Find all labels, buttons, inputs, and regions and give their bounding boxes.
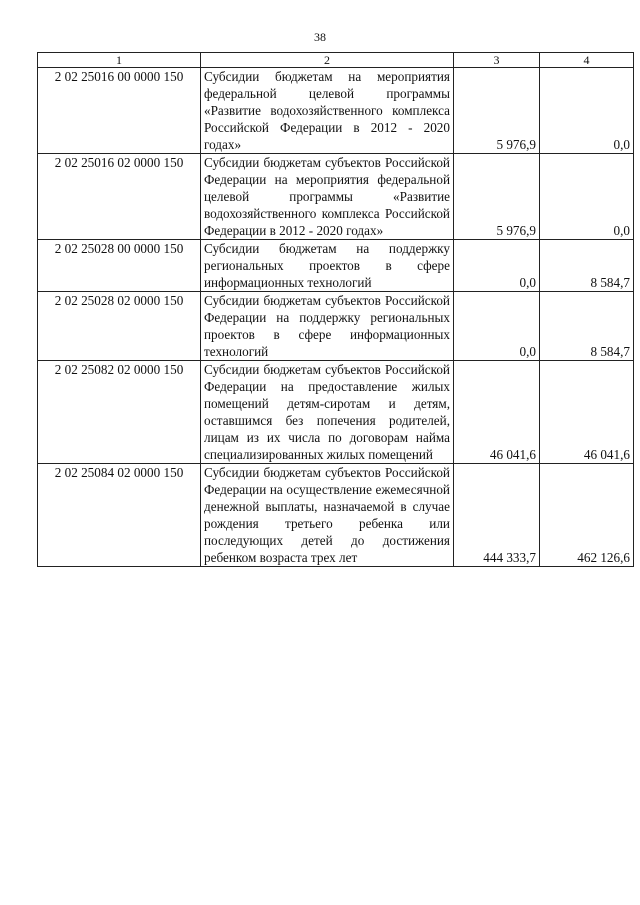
row-value-3: 46 041,6 bbox=[454, 361, 540, 464]
row-description-text: Субсидии бюджетам на мероприятия федеральной целевой программы «Развитие водохозяйственного комплекса Российской Федерации в 2012 - 2020 годах» bbox=[204, 69, 450, 152]
row-value-3: 5 976,9 bbox=[454, 68, 540, 154]
row-code: 2 02 25016 02 0000 150 bbox=[38, 154, 201, 240]
header-col-2: 2 bbox=[201, 53, 454, 68]
row-description-text: Субсидии бюджетам субъектов Российской Федерации на осуществление ежемесячной денежной выплаты, назначаемой в случае рождения третьего ребенка или последующих детей до достижения ребенком возраста трех лет bbox=[204, 465, 450, 565]
row-description-text: Субсидии бюджетам субъектов Российской Федерации на мероприятия федеральной целевой программы «Развитие водохозяйственного комплекса Российской Федерации в 2012 - 2020 годах» bbox=[204, 155, 450, 238]
header-col-1: 1 bbox=[38, 53, 201, 68]
row-description-text: Субсидии бюджетам на поддержку региональных проектов в сфере информационных технологий bbox=[204, 241, 450, 290]
row-code: 2 02 25082 02 0000 150 bbox=[38, 361, 201, 464]
table-row bbox=[38, 361, 634, 464]
row-value-3: 5 976,9 bbox=[454, 154, 540, 240]
row-code: 2 02 25028 00 0000 150 bbox=[38, 240, 201, 292]
header-col-3: 3 bbox=[454, 53, 540, 68]
row-value-3: 0,0 bbox=[454, 292, 540, 361]
row-description-text: Субсидии бюджетам субъектов Российской Федерации на поддержку региональных проектов в сфере информационных технологий bbox=[204, 293, 450, 359]
row-value-4: 8 584,7 bbox=[540, 292, 634, 361]
row-value-3: 0,0 bbox=[454, 240, 540, 292]
row-description bbox=[201, 361, 454, 464]
row-value-4: 8 584,7 bbox=[540, 240, 634, 292]
row-code: 2 02 25028 02 0000 150 bbox=[38, 292, 201, 361]
budget-table bbox=[37, 52, 634, 567]
row-description bbox=[201, 464, 454, 567]
row-description-text: Субсидии бюджетам субъектов Российской Федерации на предоставление жилых помещений детям-сиротам и детям, оставшимся без попечения родителей, лицам из их числа по договорам найма специализированных жилых помещений bbox=[204, 362, 450, 462]
row-value-4: 462 126,6 bbox=[540, 464, 634, 567]
table-row bbox=[38, 292, 634, 361]
header-col-4: 4 bbox=[540, 53, 634, 68]
table-row bbox=[38, 240, 634, 292]
table-header-row bbox=[38, 53, 634, 68]
row-description bbox=[201, 154, 454, 240]
row-code: 2 02 25084 02 0000 150 bbox=[38, 464, 201, 567]
row-description bbox=[201, 292, 454, 361]
table-row bbox=[38, 464, 634, 567]
row-value-3: 444 333,7 bbox=[454, 464, 540, 567]
row-value-4: 46 041,6 bbox=[540, 361, 634, 464]
table-row bbox=[38, 154, 634, 240]
row-value-4: 0,0 bbox=[540, 154, 634, 240]
row-description bbox=[201, 240, 454, 292]
row-value-4: 0,0 bbox=[540, 68, 634, 154]
table-row bbox=[38, 68, 634, 154]
row-description bbox=[201, 68, 454, 154]
row-code: 2 02 25016 00 0000 150 bbox=[38, 68, 201, 154]
page-number: 38 bbox=[314, 30, 326, 44]
